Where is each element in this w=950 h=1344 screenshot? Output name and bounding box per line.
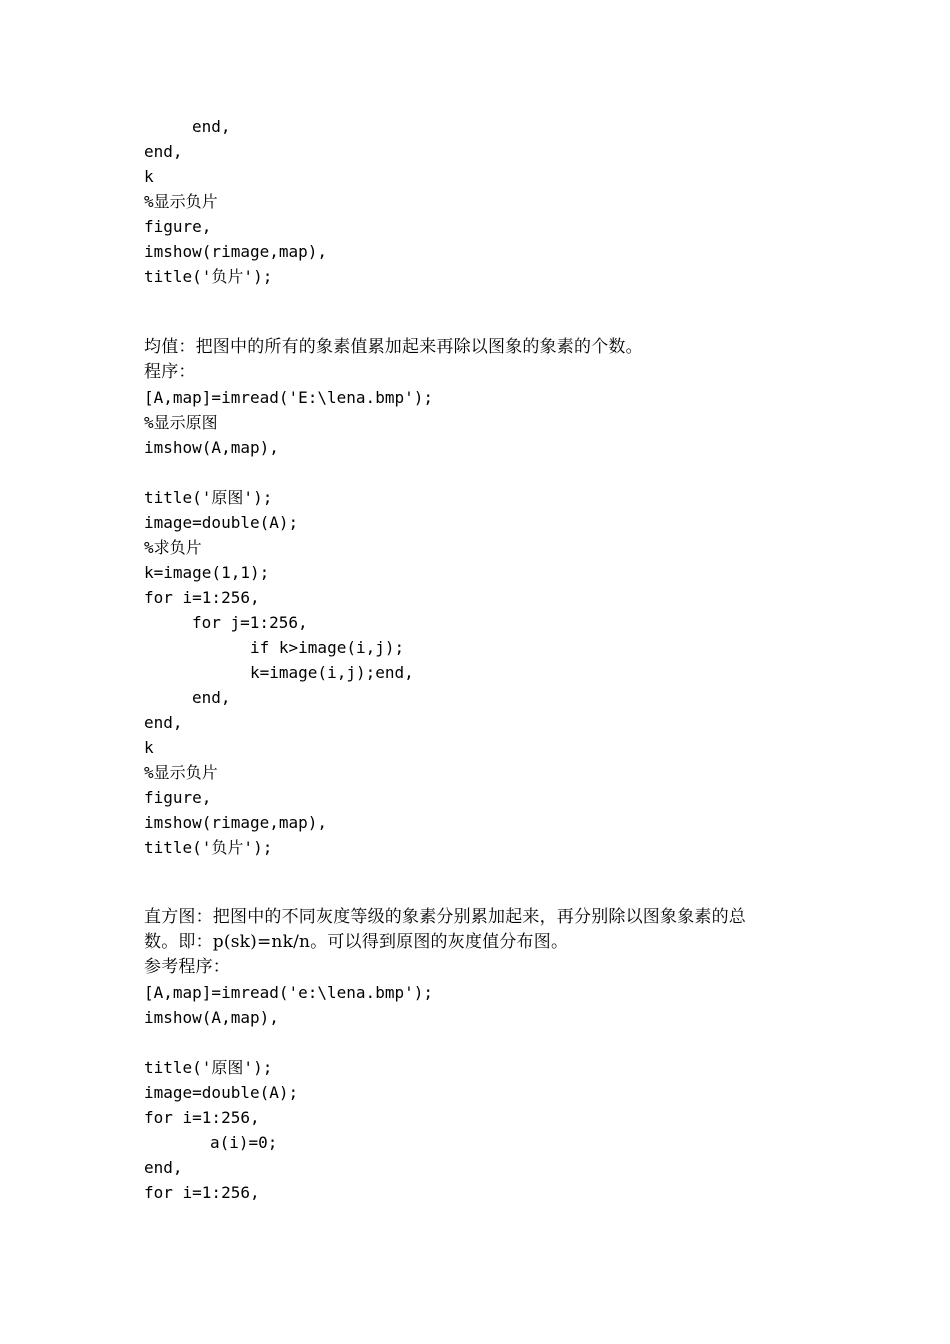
code-line: k=image(i,j);end, xyxy=(250,663,414,682)
code-comment: %求负片 xyxy=(144,538,202,557)
code-line: end, xyxy=(144,1158,183,1177)
code-line: imshow(rimage,map), xyxy=(144,813,328,832)
code-line: end, xyxy=(192,688,231,707)
code-line: image=double(A); xyxy=(144,513,299,532)
code-line: if k>image(i,j); xyxy=(250,638,405,657)
code-line: figure, xyxy=(144,788,212,807)
code-line: for i=1:256, xyxy=(144,1108,260,1127)
code-line: title('原图'); xyxy=(144,488,273,507)
code-line: k=image(1,1); xyxy=(144,563,270,582)
code-line: k xyxy=(144,738,154,757)
code-line: a(i)=0; xyxy=(210,1133,278,1152)
code-line: for i=1:256, xyxy=(144,588,260,607)
code-line: for i=1:256, xyxy=(144,1183,260,1202)
code-line: for j=1:256, xyxy=(192,613,308,632)
code-line: end, xyxy=(144,713,183,732)
code-line: title('负片'); xyxy=(144,267,273,286)
code-line: title('负片'); xyxy=(144,838,273,857)
code-comment: %显示负片 xyxy=(144,192,218,211)
mean-program-label: 程序： xyxy=(144,362,196,382)
code-line: imshow(A,map), xyxy=(144,438,279,457)
code-line: [A,map]=imread('e:\lena.bmp'); xyxy=(144,983,433,1002)
code-line: figure, xyxy=(144,217,212,236)
code-comment: %显示负片 xyxy=(144,763,218,782)
code-line: title('原图'); xyxy=(144,1058,273,1077)
histogram-description-line2: 数。即：p(sk)=nk/n。可以得到原图的灰度值分布图。 xyxy=(144,932,569,952)
code-line: end, xyxy=(192,117,231,136)
code-comment: %显示原图 xyxy=(144,413,218,432)
code-line: imshow(A,map), xyxy=(144,1008,279,1027)
code-line: imshow(rimage,map), xyxy=(144,242,328,261)
histogram-program-label: 参考程序： xyxy=(144,957,230,977)
code-line: end, xyxy=(144,142,183,161)
mean-description: 均值：把图中的所有的象素值累加起来再除以图象的象素的个数。 xyxy=(144,337,643,357)
code-line: [A,map]=imread('E:\lena.bmp'); xyxy=(144,388,433,407)
code-line: image=double(A); xyxy=(144,1083,299,1102)
histogram-description-line1: 直方图：把图中的不同灰度等级的象素分别累加起来，再分别除以图象象素的总 xyxy=(144,907,746,927)
code-line: k xyxy=(144,167,154,186)
